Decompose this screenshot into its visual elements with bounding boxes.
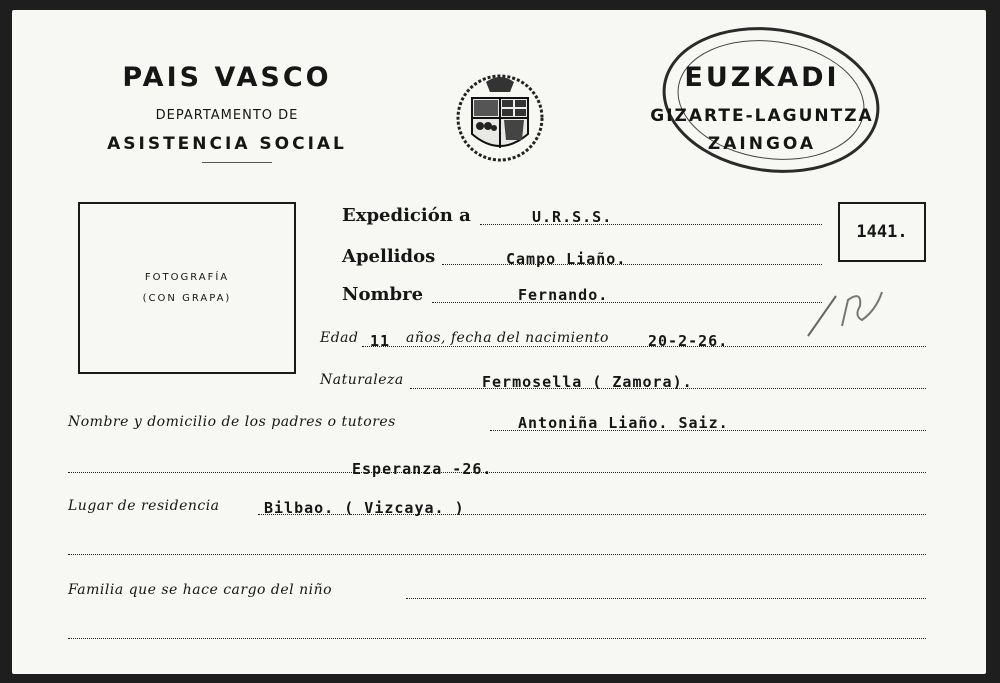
- photo-placeholder-box: [78, 202, 296, 374]
- familia-extra-line: [68, 638, 926, 639]
- header-eu-subtitle: GIZARTE-LAGUNTZA: [650, 106, 874, 126]
- padres-label: Nombre y domicilio de los padres o tutores: [68, 414, 396, 430]
- residencia-value: Bilbao. ( Vizcaya. ): [264, 499, 465, 517]
- header-es-title: PAIS VASCO: [122, 62, 332, 93]
- record-number: 1441.: [856, 222, 908, 242]
- domicilio-value: Esperanza -26.: [352, 460, 493, 478]
- header-eu-title: EUZKADI: [684, 62, 840, 93]
- residencia-label: Lugar de residencia: [68, 498, 220, 514]
- naturaleza-label: Naturaleza: [320, 372, 404, 388]
- residencia-extra-line: [68, 554, 926, 555]
- familia-line: [406, 598, 926, 599]
- oval-stamp-icon: [653, 14, 889, 187]
- domicilio-line: [68, 472, 926, 473]
- record-card: [12, 10, 986, 674]
- expedicion-label: Expedición a: [342, 205, 471, 226]
- nombre-value: Fernando.: [518, 286, 609, 304]
- nombre-label: Nombre: [342, 284, 424, 305]
- padres-value: Antoniña Liaño. Saiz.: [518, 414, 729, 432]
- naturaleza-value: Fermosella ( Zamora).: [482, 373, 693, 391]
- edad-value: 11: [370, 332, 391, 350]
- record-number-box: [838, 202, 926, 262]
- edad-label: Edad: [320, 330, 359, 346]
- anos-label: años, fecha del nacimiento: [406, 330, 609, 346]
- header-es-subtitle: DEPARTAMENTO DE: [155, 108, 299, 123]
- apellidos-line: [442, 264, 822, 265]
- header-es-department: ASISTENCIA SOCIAL: [107, 134, 347, 154]
- header-es-underline: [202, 162, 272, 163]
- photo-sublabel: (CON GRAPA): [142, 293, 232, 304]
- handwritten-mark-icon: [802, 286, 892, 348]
- nombre-line: [432, 302, 822, 303]
- apellidos-label: Apellidos: [342, 246, 436, 267]
- edad-line: [362, 346, 926, 347]
- apellidos-value: Campo Liaño.: [506, 250, 627, 268]
- nacimiento-value: 20-2-26.: [648, 332, 729, 350]
- header-eu-department: ZAINGOA: [707, 134, 817, 154]
- photo-label: FOTOGRAFÍA: [144, 272, 230, 283]
- expedicion-value: U.R.S.S.: [532, 208, 613, 226]
- coat-of-arms-icon: [452, 68, 548, 164]
- familia-label: Familia que se hace cargo del niño: [68, 582, 333, 598]
